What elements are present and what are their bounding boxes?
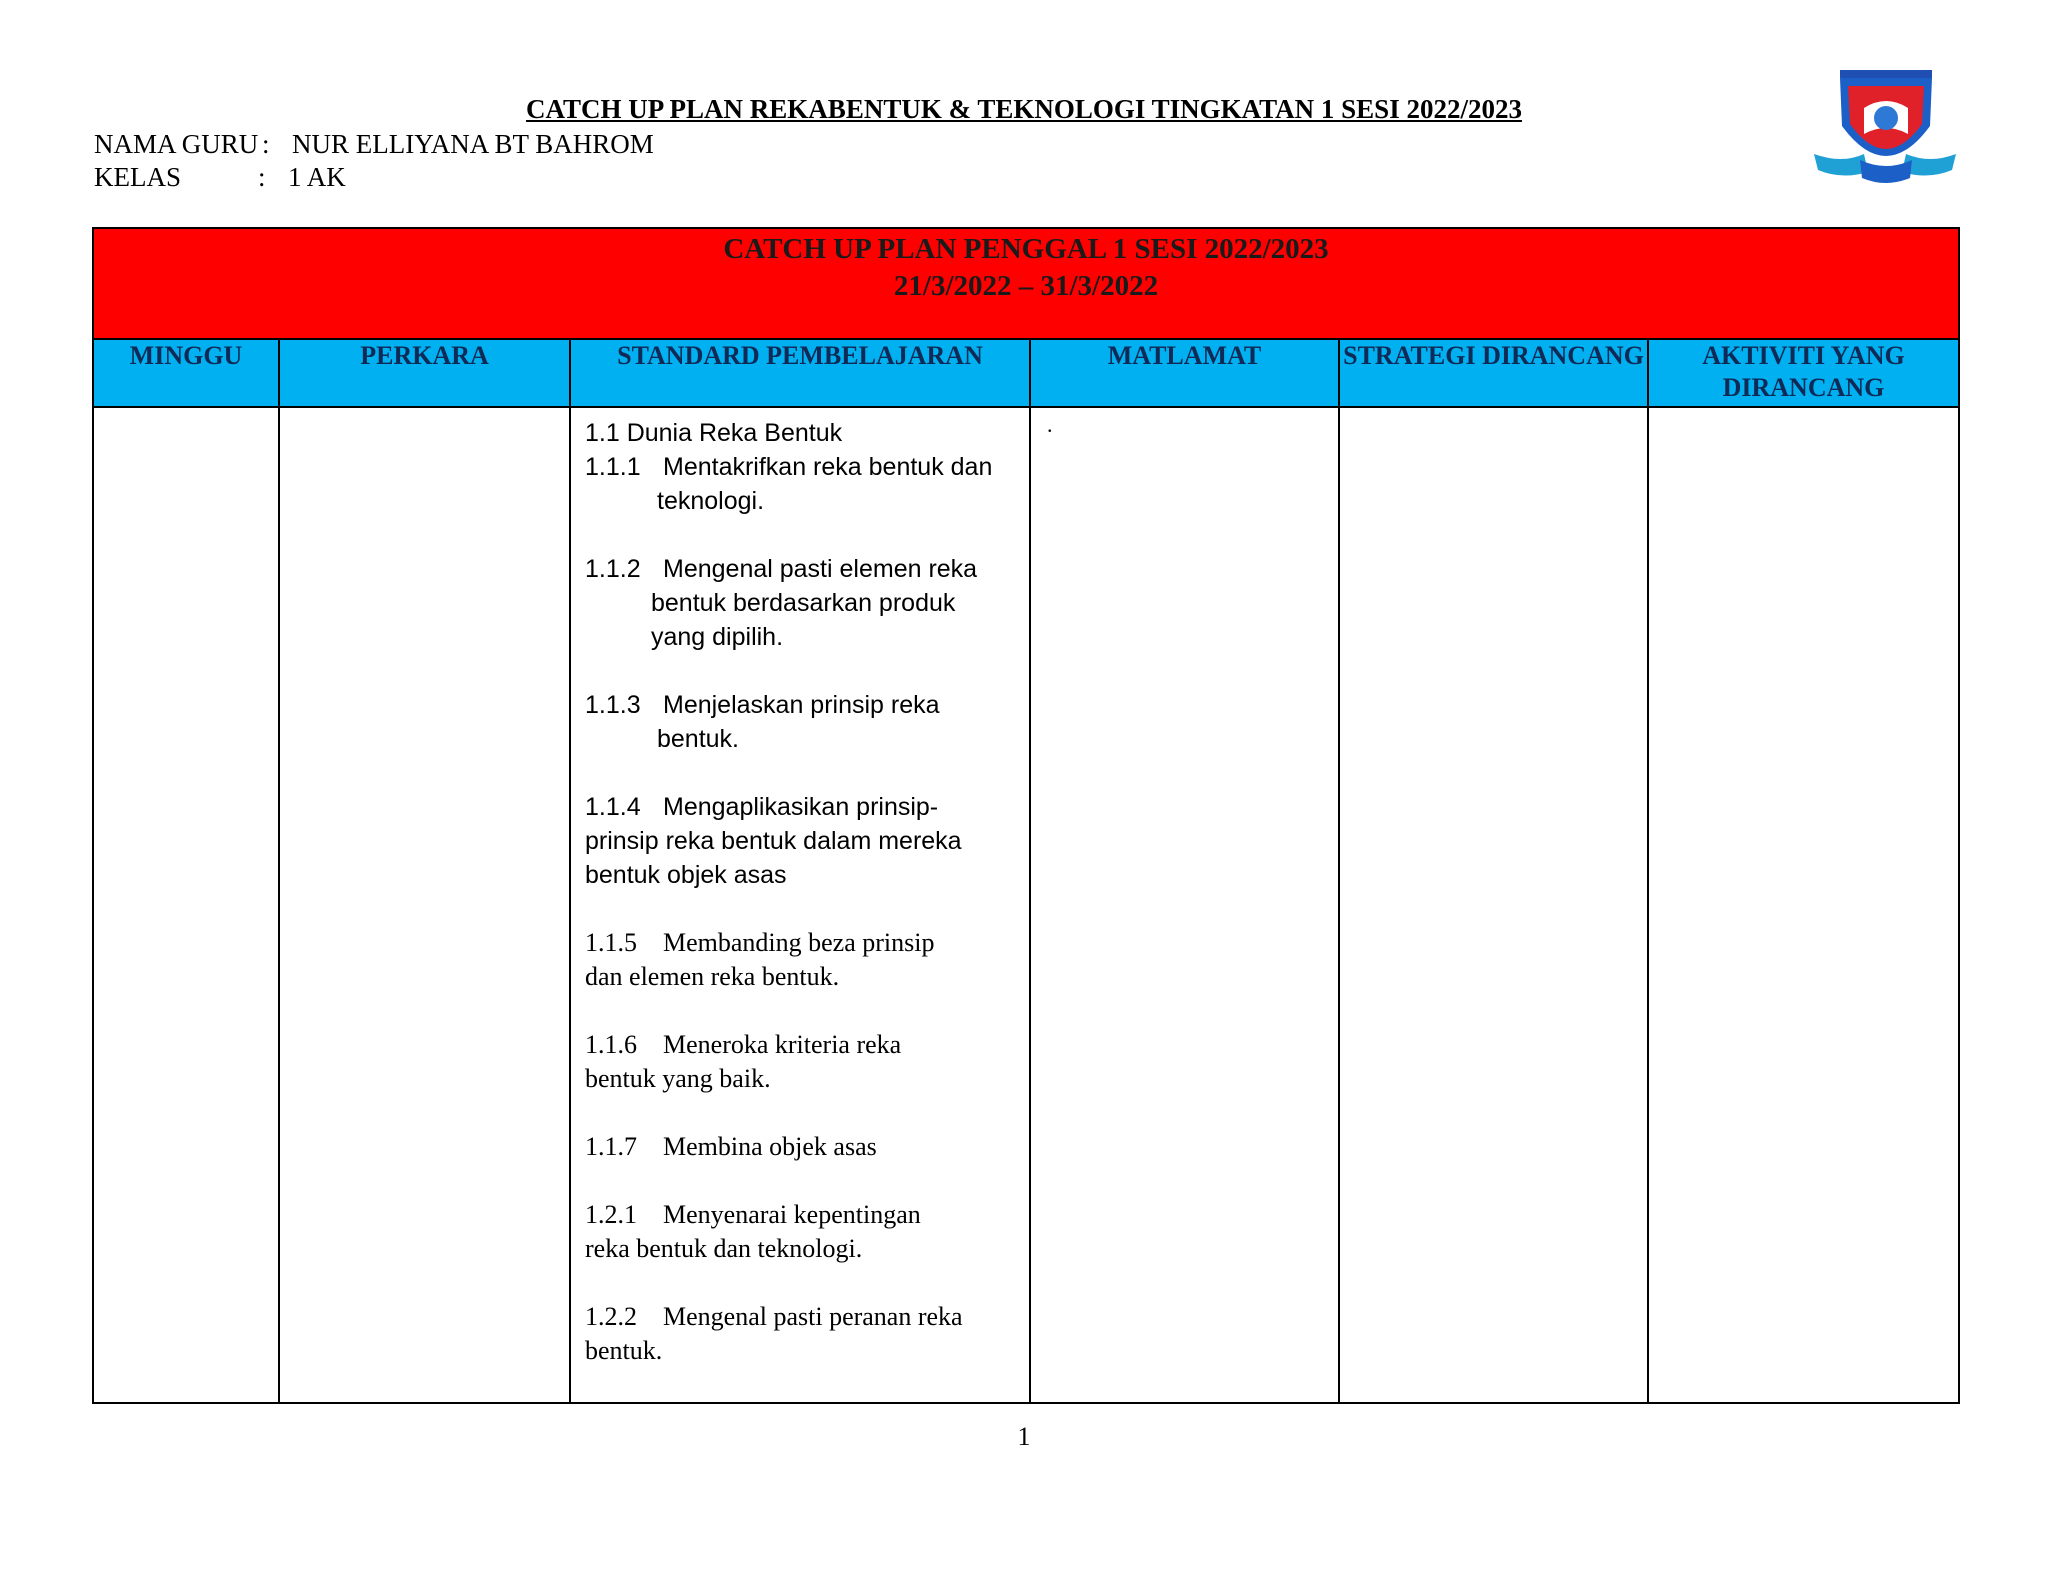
class-label: KELAS	[94, 162, 181, 192]
list-item-cont: prinsip reka bentuk dalam mereka	[585, 827, 962, 855]
list-item-cont: reka bentuk dan teknologi.	[585, 1234, 863, 1263]
school-crest-icon	[1812, 68, 1958, 190]
list-item-cont: dan elemen reka bentuk.	[585, 962, 840, 991]
cell-aktiviti	[1648, 407, 1959, 1403]
header-row	[93, 339, 1959, 407]
list-item: 1.1.1 Mentakrifkan reka bentuk dan	[585, 453, 993, 481]
list-item: 1.1.6 Meneroka kriteria reka	[585, 1030, 902, 1059]
list-item: 1.1.3 Menjelaskan prinsip reka	[585, 691, 940, 719]
cell-strategi	[1339, 407, 1648, 1403]
header-matlamat: MATLAMAT	[1030, 339, 1339, 407]
list-item-cont: bentuk objek asas	[585, 861, 787, 889]
header-standard: STANDARD PEMBELAJARAN	[570, 339, 1030, 407]
list-item-cont: yang dipilih.	[651, 623, 784, 651]
cell-standard	[570, 407, 1030, 1403]
teacher-row	[94, 129, 654, 160]
cell-minggu	[93, 407, 279, 1403]
list-item-cont: bentuk yang baik.	[585, 1064, 771, 1093]
standards-sans-block	[585, 416, 1019, 926]
class-separator: :	[258, 162, 266, 192]
list-item-cont: bentuk.	[657, 725, 740, 753]
header-minggu: MINGGU	[93, 339, 279, 407]
cell-perkara	[279, 407, 570, 1403]
list-item: 1.1.5 Membanding beza prinsip	[585, 928, 935, 957]
list-item-cont: bentuk berdasarkan produk	[651, 589, 956, 617]
table-row	[93, 407, 1959, 1403]
standards-serif-block	[585, 926, 1019, 1368]
list-item: 1.1.7 Membina objek asas	[585, 1132, 877, 1161]
document-title: CATCH UP PLAN REKABENTUK & TEKNOLOGI TINGKATAN 1 SESI 2022/2023	[526, 94, 1522, 124]
cell-matlamat: .	[1030, 407, 1339, 1403]
list-item: 1.2.2 Mengenal pasti peranan reka	[585, 1302, 963, 1331]
teacher-separator: :	[262, 129, 270, 159]
list-item-cont: teknologi.	[657, 487, 765, 515]
banner-title: CATCH UP PLAN PENGGAL 1 SESI 2022/2023	[723, 233, 1329, 265]
list-item: 1.1.4 Mengaplikasikan prinsip-	[585, 793, 939, 821]
list-item: 1.2.1 Menyenarai kepentingan	[585, 1200, 921, 1229]
teacher-label: NAMA GURU	[94, 129, 259, 159]
class-name: 1 AK	[288, 162, 346, 192]
banner-dates: 21/3/2022 – 31/3/2022	[893, 270, 1159, 302]
class-row	[94, 162, 346, 193]
standard-topic: 1.1 Dunia Reka Bentuk	[585, 419, 843, 447]
plan-table	[92, 227, 1960, 1404]
plan-banner	[93, 228, 1959, 339]
page-number: 1	[1017, 1422, 1031, 1451]
list-item-cont: bentuk.	[585, 1336, 663, 1365]
header-perkara: PERKARA	[279, 339, 570, 407]
teacher-name: NUR ELLIYANA BT BAHROM	[292, 129, 654, 159]
header-strategi: STRATEGI DIRANCANG	[1339, 339, 1648, 407]
header-aktiviti: AKTIVITI YANG DIRANCANG	[1648, 339, 1959, 407]
list-item: 1.1.2 Mengenal pasti elemen reka	[585, 555, 978, 583]
